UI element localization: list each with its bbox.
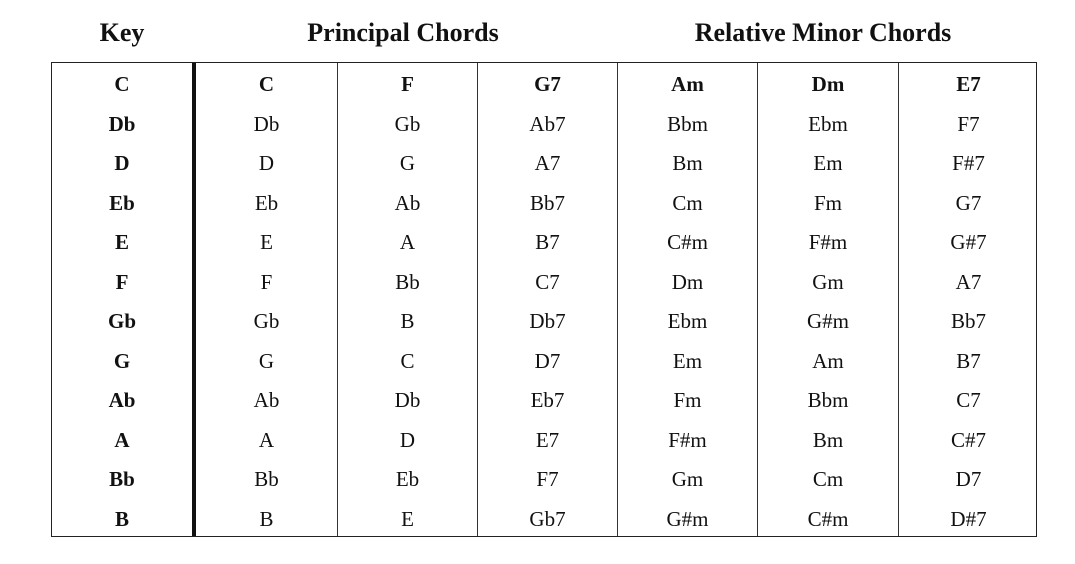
principal-i-cell: G	[258, 348, 275, 373]
minor-vi-cell: Cm	[672, 190, 703, 215]
minor-ii-cell: C#m	[807, 506, 849, 531]
key-cell: Db	[108, 111, 136, 136]
minor-ii-cell: Em	[813, 151, 843, 175]
principal-v7-cell: Db7	[529, 309, 566, 333]
principal-iv-cell: E	[401, 506, 414, 531]
table-row	[52, 261, 1036, 301]
principal-i-cell: Ab	[253, 388, 280, 412]
key-cell: Ab	[108, 388, 136, 412]
key-cell: D	[114, 151, 130, 175]
table-row	[52, 498, 1036, 538]
principal-i-cell: Db	[253, 111, 280, 136]
principal-v7-cell: D7	[534, 348, 561, 373]
table-row	[52, 419, 1036, 459]
key-cell: Bb	[109, 467, 135, 491]
key-cell: E	[114, 230, 129, 254]
minor-vi-cell: Em	[672, 348, 703, 373]
principal-i-cell: A	[258, 427, 275, 452]
principal-v7-cell: G7	[534, 72, 561, 96]
table-row	[52, 182, 1036, 222]
table-row	[52, 103, 1036, 143]
minor-iii7-cell: A7	[955, 269, 982, 294]
principal-v7-cell: A7	[534, 151, 561, 175]
minor-iii7-cell: D#7	[950, 506, 987, 531]
table-row	[52, 300, 1036, 340]
principal-i-cell: C	[258, 72, 275, 96]
principal-iv-cell: B	[400, 309, 415, 333]
principal-chords-header: Principal Chords	[307, 18, 499, 47]
principal-iv-cell: A	[399, 230, 416, 254]
minor-vi-cell: Bm	[672, 151, 703, 175]
minor-iii7-cell: D7	[955, 467, 982, 491]
principal-i-cell: E	[260, 230, 273, 254]
minor-iii7-cell: F#7	[952, 151, 985, 175]
minor-vi-cell: Am	[671, 72, 704, 96]
principal-v7-cell: C7	[535, 269, 560, 294]
key-cell: B	[114, 506, 129, 531]
principal-v7-cell: Eb7	[530, 388, 565, 412]
minor-iii7-cell: E7	[956, 72, 981, 96]
minor-ii-cell: Bbm	[807, 388, 849, 412]
key-cell: Eb	[109, 190, 135, 215]
minor-ii-cell: Ebm	[808, 111, 848, 136]
minor-ii-cell: Gm	[812, 269, 844, 294]
minor-vi-cell: Bbm	[667, 111, 708, 136]
minor-ii-cell: F#m	[808, 230, 848, 254]
principal-iv-cell: Gb	[394, 111, 421, 136]
key-cell: F	[115, 269, 129, 294]
minor-vi-cell: Dm	[671, 269, 704, 294]
principal-v7-cell: Ab7	[529, 111, 566, 136]
principal-v7-cell: Gb7	[529, 506, 566, 531]
principal-i-cell: Gb	[253, 309, 280, 333]
minor-iii7-cell: Bb7	[950, 309, 986, 333]
principal-i-cell: D	[258, 151, 275, 175]
chord-table	[51, 62, 1037, 537]
minor-vi-cell: Gm	[671, 467, 704, 491]
minor-iii7-cell: G#7	[950, 230, 987, 254]
principal-v7-cell: B7	[535, 230, 560, 254]
table-row	[52, 63, 1036, 103]
table-row	[52, 458, 1036, 498]
minor-iii7-cell: F7	[957, 111, 980, 136]
minor-vi-cell: G#m	[666, 506, 709, 531]
principal-i-cell: Eb	[254, 190, 279, 215]
key-cell: G	[113, 348, 131, 373]
table-row	[52, 340, 1036, 380]
table-row	[52, 142, 1036, 182]
minor-ii-cell: G#m	[807, 309, 849, 333]
relative-minor-chords-header: Relative Minor Chords	[694, 18, 952, 47]
principal-iv-cell: Bb	[395, 269, 420, 294]
key-cell: A	[114, 427, 130, 452]
key-header: Key	[99, 18, 145, 47]
principal-iv-cell: D	[399, 427, 416, 452]
principal-i-cell: F	[260, 269, 273, 294]
minor-iii7-cell: B7	[956, 348, 981, 373]
key-cell: Gb	[107, 309, 136, 333]
principal-iv-cell: G	[399, 151, 416, 175]
key-cell: C	[114, 72, 130, 96]
minor-ii-cell: Am	[812, 348, 844, 373]
minor-vi-cell: C#m	[667, 230, 708, 254]
minor-vi-cell: Fm	[673, 388, 702, 412]
minor-ii-cell: Cm	[812, 467, 844, 491]
minor-vi-cell: F#m	[668, 427, 707, 452]
principal-iv-cell: C	[400, 348, 415, 373]
principal-iv-cell: Ab	[394, 190, 421, 215]
minor-ii-cell: Bm	[812, 427, 844, 452]
minor-ii-cell: Fm	[813, 190, 842, 215]
principal-v7-cell: F7	[536, 467, 559, 491]
principal-iv-cell: Db	[394, 388, 421, 412]
principal-i-cell: B	[259, 506, 274, 531]
minor-ii-cell: Dm	[811, 72, 845, 96]
table-row	[52, 379, 1036, 419]
principal-iv-cell: F	[401, 72, 414, 96]
minor-vi-cell: Ebm	[667, 309, 708, 333]
principal-v7-cell: E7	[535, 427, 560, 452]
principal-iv-cell: Eb	[395, 467, 420, 491]
minor-iii7-cell: G7	[955, 190, 982, 215]
principal-v7-cell: Bb7	[529, 190, 565, 215]
minor-iii7-cell: C#7	[950, 427, 986, 452]
principal-i-cell: Bb	[254, 467, 279, 491]
table-row	[52, 221, 1036, 261]
minor-iii7-cell: C7	[956, 388, 981, 412]
